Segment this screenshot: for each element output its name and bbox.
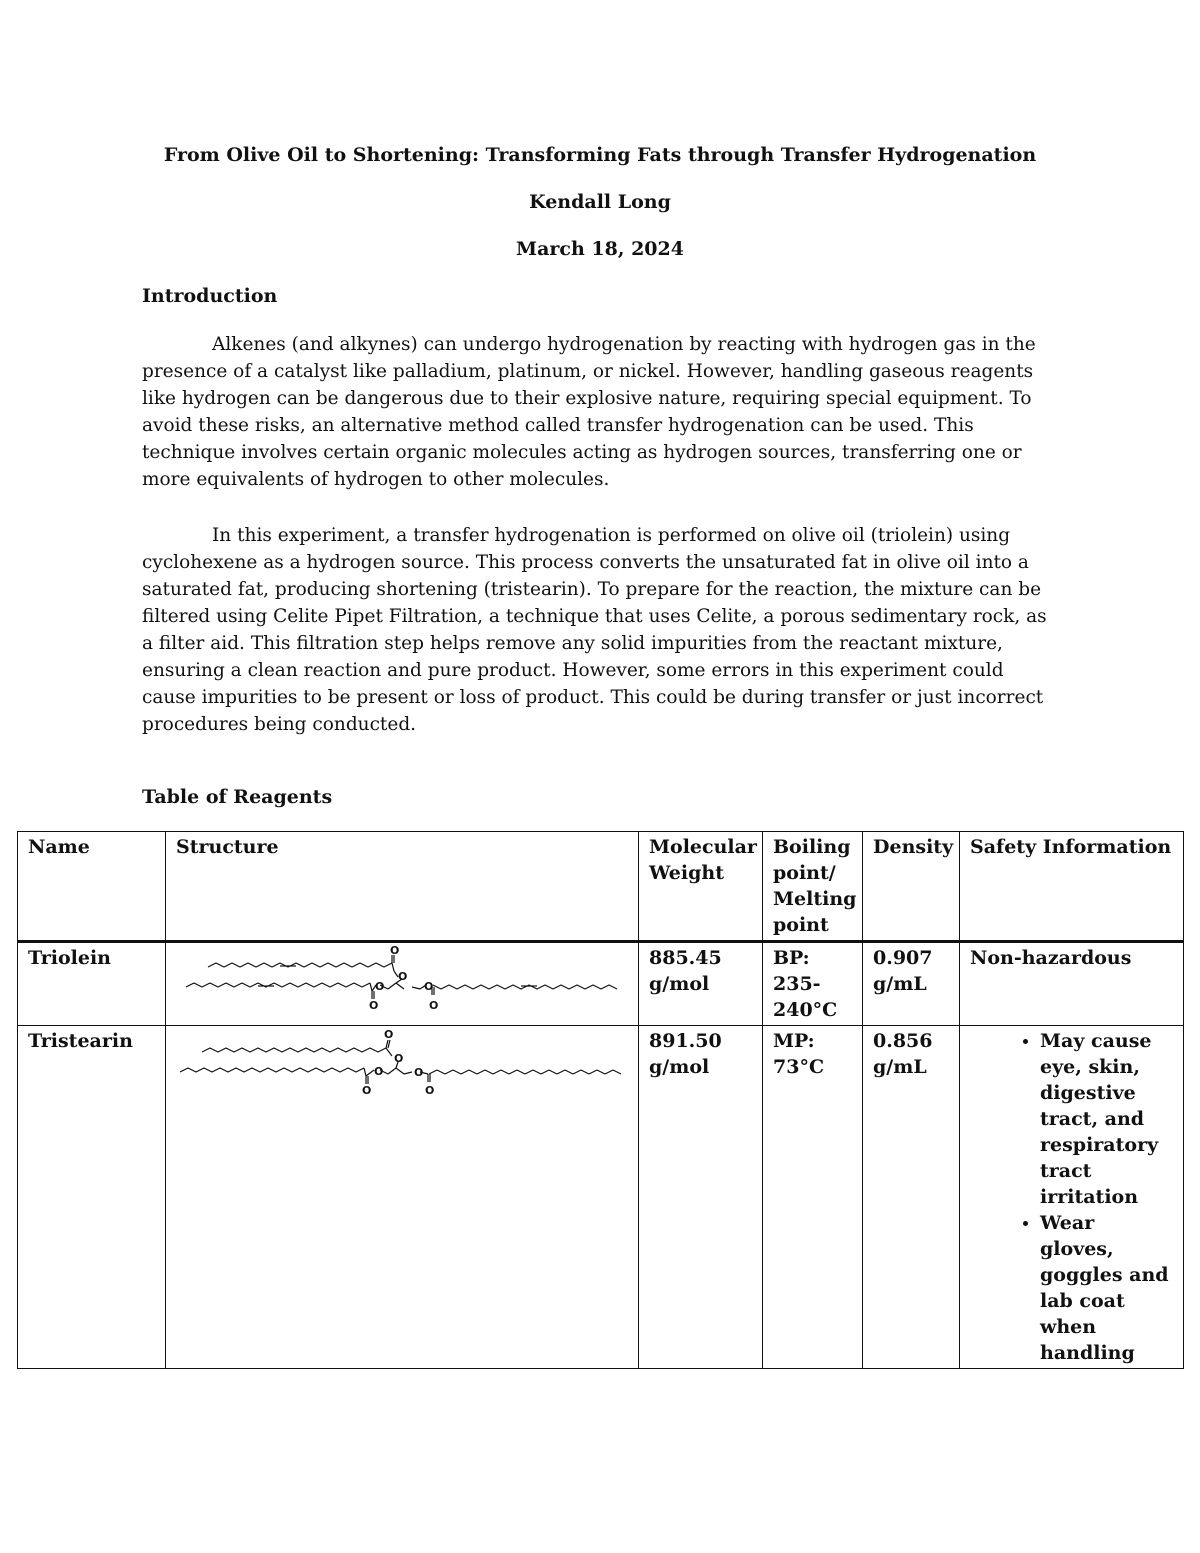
- molecular-weight: 885.45 g/mol: [639, 942, 763, 1026]
- reagent-name: Tristearin: [18, 1026, 166, 1369]
- structure-cell: [166, 942, 639, 1026]
- table-header-row: [18, 832, 1184, 942]
- intro-paragraph-1: Alkenes (and alkynes) can undergo hydrogenation by reacting with hydrogen gas in the presence of a catalyst like palladium, platinum, or nickel. However, handling gaseous reagents like hydrogen can be dangerous due to their explosive nature, requiring special equipment. To avoid these risks, an alternative method called transfer hydrogenation can be used. This technique involves certain organic molecules acting as hydrogen sources, transferring one or more equivalents of hydrogen to other molecules.: [142, 334, 1036, 490]
- structure-atom-label: O: [425, 1084, 435, 1097]
- density-value: 0.907 g/mL: [863, 942, 960, 1026]
- structure-atom-label: O: [375, 980, 385, 993]
- column-header-safety: Safety Information: [960, 832, 1184, 942]
- structure-atom-label: O: [390, 944, 400, 957]
- structure-atom-label: O: [374, 1065, 384, 1078]
- intro-paragraph-2: In this experiment, a transfer hydrogenation is performed on olive oil (triolein) using cyclohexene as a hydrogen source. This process converts the unsaturated fat in olive oil into a saturated fat, producing shortening (tristearin). To prepare for the reaction, the mixture can be filtered using Celite Pipet Filtration, a technique that uses Celite, a porous sedimentary rock, as a filter aid. This filtration step helps remove any solid impurities from the reactant mixture, ensuring a clean reaction and pure product. However, some errors in this experiment could cause impurities to be present or loss of product. This could be during transfer or just incorrect procedures being conducted.: [142, 525, 1047, 735]
- molecular-weight: 891.50 g/mol: [639, 1026, 763, 1369]
- structure-atom-label: O: [398, 970, 408, 983]
- reagent-name: Triolein: [18, 942, 166, 1026]
- structure-atom-label: O: [362, 1084, 372, 1097]
- column-header-structure: Structure: [166, 832, 639, 942]
- safety-list: [970, 1028, 1173, 1366]
- structure-atom-label: O: [424, 980, 434, 993]
- column-header-name: Name: [18, 832, 166, 942]
- structure-atom-label: O: [384, 1028, 394, 1041]
- safety-item: • May cause eye, skin, digestive tract, and respiratory tract irritation: [1040, 1028, 1173, 1210]
- document-date: March 18, 2024: [516, 238, 684, 260]
- structure-atom-label: O: [369, 999, 379, 1012]
- author-name: Kendall Long: [529, 191, 671, 213]
- column-header-bp-mp: Boiling point/ Melting point: [763, 832, 863, 942]
- triolein-structure-icon: [166, 943, 638, 1023]
- structure-atom-label: O: [394, 1052, 404, 1065]
- density-value: 0.856 g/mL: [863, 1026, 960, 1369]
- structure-atom-label: O: [414, 1066, 424, 1079]
- bp-mp-value: BP: 235-240°C: [763, 942, 863, 1026]
- reagents-table: [17, 831, 1184, 1369]
- table-row: [18, 1026, 1184, 1369]
- document-title: From Olive Oil to Shortening: Transforming Fats through Transfer Hydrogenation: [163, 144, 1037, 166]
- table-row: [18, 942, 1184, 1026]
- structure-cell: [166, 1026, 639, 1369]
- safety-info: [960, 1026, 1184, 1369]
- tristearin-structure-icon: [166, 1026, 638, 1106]
- introduction-heading: Introduction: [142, 285, 278, 307]
- structure-atom-label: O: [429, 999, 439, 1012]
- safety-info: Non-hazardous: [960, 942, 1184, 1026]
- column-header-density: Density: [863, 832, 960, 942]
- safety-item: • Wear gloves, goggles and lab coat when handling: [1040, 1210, 1173, 1366]
- reagents-table-heading: Table of Reagents: [142, 786, 333, 808]
- bp-mp-value: MP: 73°C: [763, 1026, 863, 1369]
- column-header-molecular-weight: Molecular Weight: [639, 832, 763, 942]
